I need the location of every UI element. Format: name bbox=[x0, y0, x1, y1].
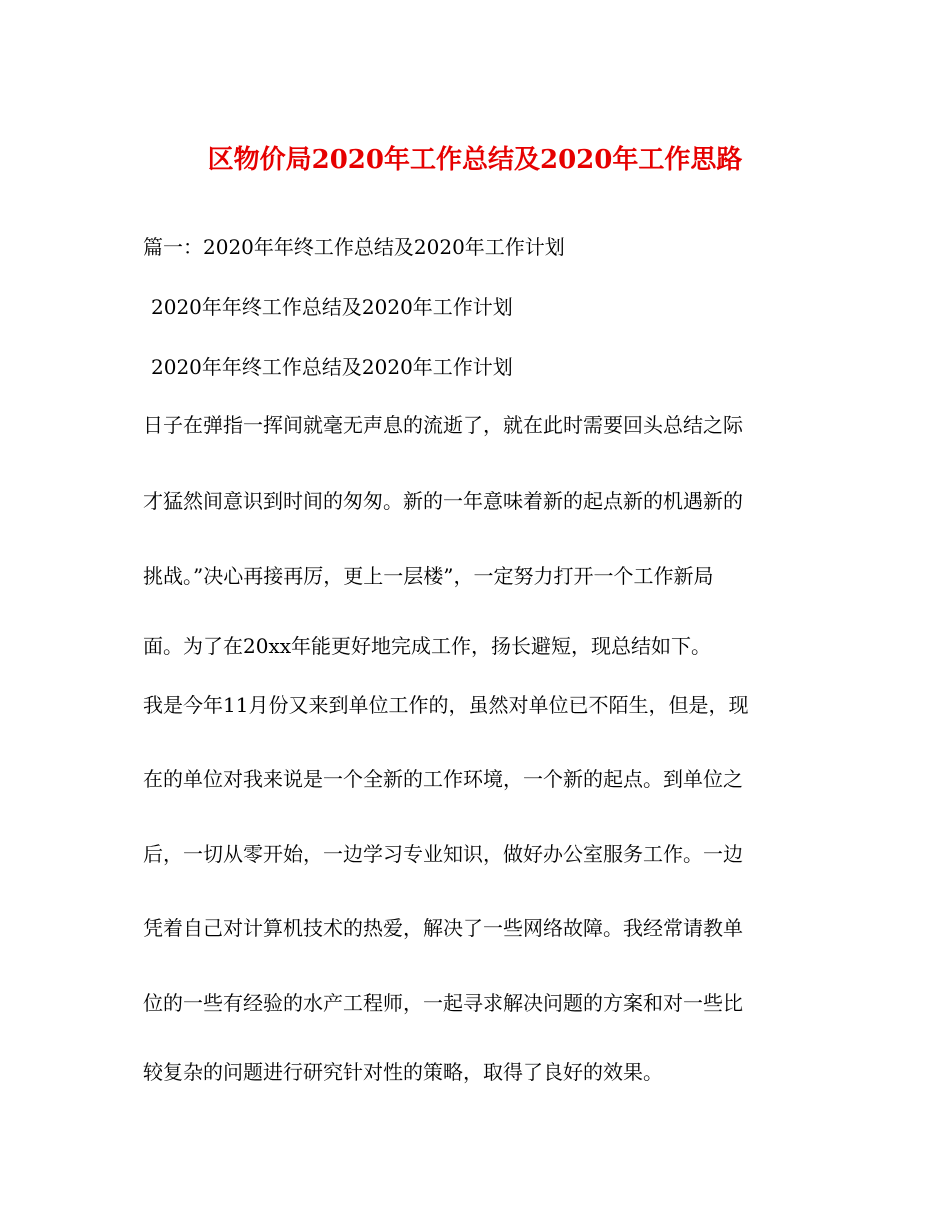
text-line-1: 篇一：2020年年终工作总结及2020年工作计划 bbox=[143, 235, 565, 259]
paragraph-2-line-3: 后，一切从零开始，一边学习专业知识，做好办公室服务工作。一边 bbox=[143, 842, 743, 866]
paragraph-2-line-6: 较复杂的问题进行研究针对性的策略，取得了良好的效果。 bbox=[143, 1060, 663, 1084]
document-title: 区物价局2020年工作总结及2020年工作思路 bbox=[207, 145, 743, 175]
text-line-2: 2020年年终工作总结及2020年工作计划 bbox=[151, 295, 513, 319]
paragraph-1-line-3: 挑战。”决心再接再厉，更上一层楼”，一定努力打开一个工作新局 bbox=[143, 564, 714, 588]
paragraph-1-line-4: 面。为了在20xx年能更好地完成工作，扬长避短，现总结如下。 bbox=[143, 634, 712, 658]
paragraph-2-line-5: 位的一些有经验的水产工程师，一起寻求解决问题的方案和对一些比 bbox=[143, 991, 743, 1015]
text-line-3: 2020年年终工作总结及2020年工作计划 bbox=[151, 355, 513, 379]
paragraph-1-line-1: 日子在弹指一挥间就毫无声息的流逝了，就在此时需要回头总结之际 bbox=[143, 413, 743, 437]
paragraph-1-line-2: 才猛然间意识到时间的匆匆。新的一年意味着新的起点新的机遇新的 bbox=[143, 489, 743, 513]
paragraph-2-line-1: 我是今年11月份又来到单位工作的，虽然对单位已不陌生，但是，现 bbox=[143, 693, 749, 717]
paragraph-2-line-4: 凭着自己对计算机技术的热爱，解决了一些网络故障。我经常请教单 bbox=[143, 916, 743, 940]
paragraph-2-line-2: 在的单位对我来说是一个全新的工作环境，一个新的起点。到单位之 bbox=[143, 767, 743, 791]
